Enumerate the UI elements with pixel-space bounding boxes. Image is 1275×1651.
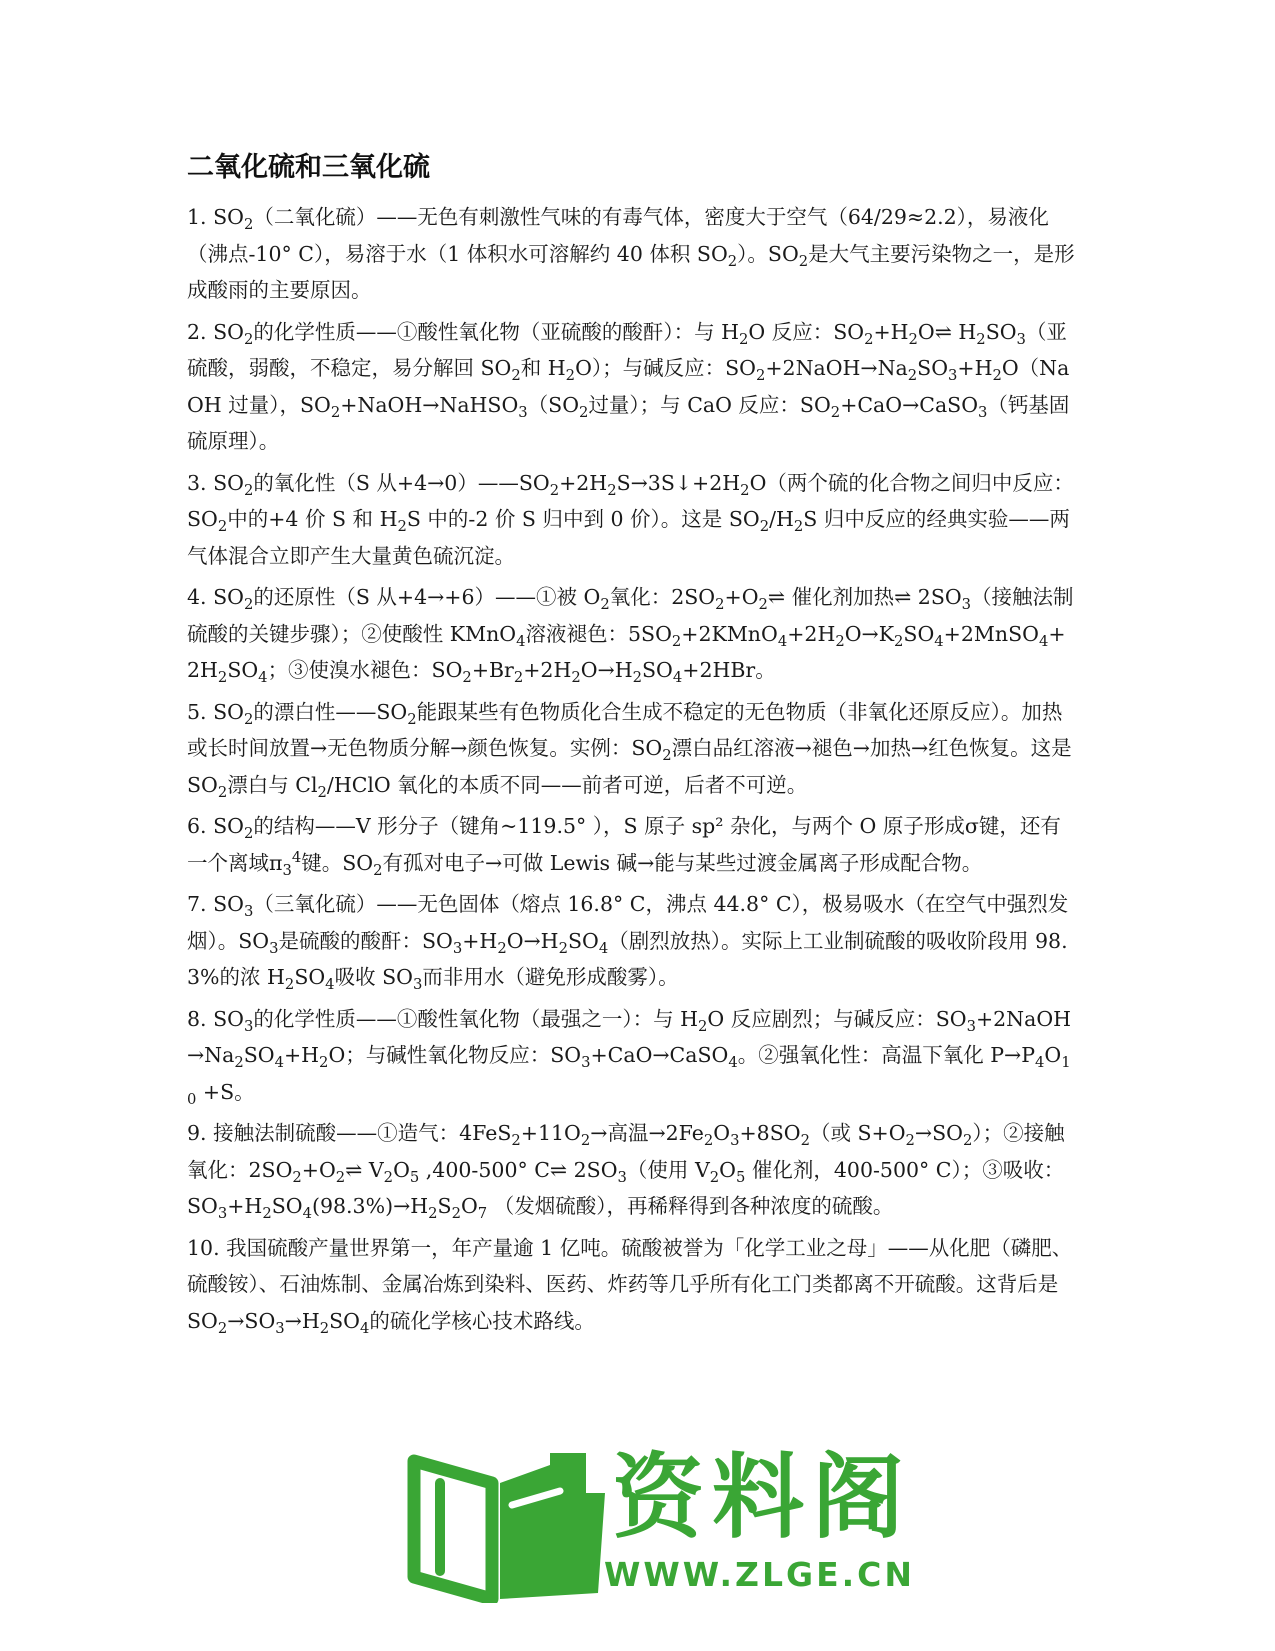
paragraph-5: 5. $SO_2$的漂白性$——SO_2$能跟某些有色物质化合生成不稳定的无色物质（非氧化还原反应）。加热或长时间放置→无色物质分解→颜色恢复。实例：$SO_2$漂白品红溶液→褪色→加热→红色恢复。这是 $SO_2$漂白与 $Cl_2$/HClO 氧化的本质不同——前者可逆，后者不可逆。 <box>187 699 1072 801</box>
paragraph-3: 3. $SO_2$的氧化性（S 从$+4\to 0)——SO_2+2H_2S\to 3S↓+2H_2O$（两个硫的化合物之间归中反应：$SO_2$中的+4 价 S 和 $H_2S$ 中的-2 价 S 归中到 0 价）。这是 $SO_2/H_2S$ 归中反应的经典实验——两气体混合立即产生大量黄色硫沉淀。 <box>187 470 1074 568</box>
paragraph-1: 1. $SO_2$（二氧化硫）——无色有刺激性气味的有毒气体，密度大于空气（64/29≈2.2），易液化（沸点-10° C），易溶于水（1 体积水可溶解约 40 体积 $SO_2$）。$SO_2$是大气主要污染物之一，是形成酸雨的主要原因。 <box>187 205 1075 303</box>
watermark-logo <box>400 1443 916 1603</box>
paragraph-8: 8. $SO_3$的化学性质——①酸性氧化物（最强之一）：与 $H_2O$ 反应剧烈；与碱反应：$SO_3+2NaOH\to Na_2SO_4+H_2O$；与碱性氧化物反应：$SO_3+CaO\to CaSO_4$。②强氧化性：高温下氧化 $P\to P_4O_{10} +S$。 <box>187 1006 1072 1108</box>
paragraph-list <box>187 199 1077 1339</box>
watermark-url-text: WWW.ZLGE.CN <box>604 1555 916 1594</box>
open-book-folder-icon <box>400 1443 610 1603</box>
paragraph-2: 2. $SO_2$的化学性质——①酸性氧化物（亚硫酸的酸酐）：与 $H_2O$ 反应：$SO_2+H_2O\rightleftharpoons$ $H_2SO_3$（亚硫酸，弱酸，不稳定，易分解回 $SO_2$和 $H_2O$）；与碱反应：$SO_2+2NaOH\to Na_2SO_3+H_2O(NaOH$ 过量），$SO_2+NaOH\to NaHSO_3(SO_2$过量）；与 CaO 反应：$SO_2+CaO\to CaSO_3$（钙基固硫原理）。 <box>187 319 1070 454</box>
paragraph-6: 6. $SO_2$的结构——V 形分子（键角~119.5° ），S 原子 sp² 杂化，与两个 O 原子形成σ键，还有一个离域$\pi_3^4$键。$SO_2$有孤对电子→可做 Lewis 碱→能与某些过渡金属离子形成配合物。 <box>187 814 1061 879</box>
document-title: 二氧化硫和三氧化硫 <box>187 152 430 183</box>
paragraph-9: 9. 接触法制硫酸——①造气：$4FeS_2+11O_2\to$高温$\to 2Fe_2O_3+8SO_2$（或 $S+O_2\to SO_2$）；②接触氧化：$2SO_2+O_2\rightleftharpoons$ $V_2O_5$ ,400-500° C⇌ $2SO_3$（使用 $V_2O_5$ 催化剂，400-500° C）；③吸收：$SO_3+H_2SO_4(98.3\%)\to H_2S_2O_7$ （发烟硫酸），再稀释得到各种浓度的硫酸。 <box>187 1121 1065 1223</box>
paragraph-10: 10. 我国硫酸产量世界第一，年产量逾 1 亿吨。硫酸被誉为「化学工业之母」——从化肥（磷肥、硫酸铵）、石油炼制、金属冶炼到染料、医药、炸药等几乎所有化工门类都离不开硫酸。这背后是 $SO_2\to SO_3\to H_2SO_4$的硫化学核心技术路线。 <box>187 1235 1073 1337</box>
document-body <box>187 150 1077 1344</box>
paragraph-4: 4. $SO_2$的还原性（S 从+4→+6）——①被 $O_2$氧化：$2SO_2+O_2\rightleftharpoons$ 催化剂加热⇌ $2SO_3$（接触法制硫酸的关键步骤）；②使酸性 KMnO$_4$溶液褪色：$5SO_2+2KMnO_4+2H_2O\to K_2SO_4+2MnSO_4+2H_2SO_4$；③使溴水褪色：$SO_2+Br_2+2H_2O\to H_2SO_4+2HBr$。 <box>187 585 1074 687</box>
paragraph-7: 7. $SO_3$（三氧化硫）——无色固体（熔点 16.8° C，沸点 44.8° C），极易吸水（在空气中强烈发烟）。$SO_3$是硫酸的酸酐：$SO_3+H_2O\to H_2SO_4$（剧烈放热）。实际上工业制硫酸的吸收阶段用 98.3%的浓 $H_2SO_4$吸收 $SO_3$而非用水（避免形成酸雾）。 <box>187 892 1069 994</box>
watermark-logo-text: 资料阁 <box>612 1444 913 1551</box>
